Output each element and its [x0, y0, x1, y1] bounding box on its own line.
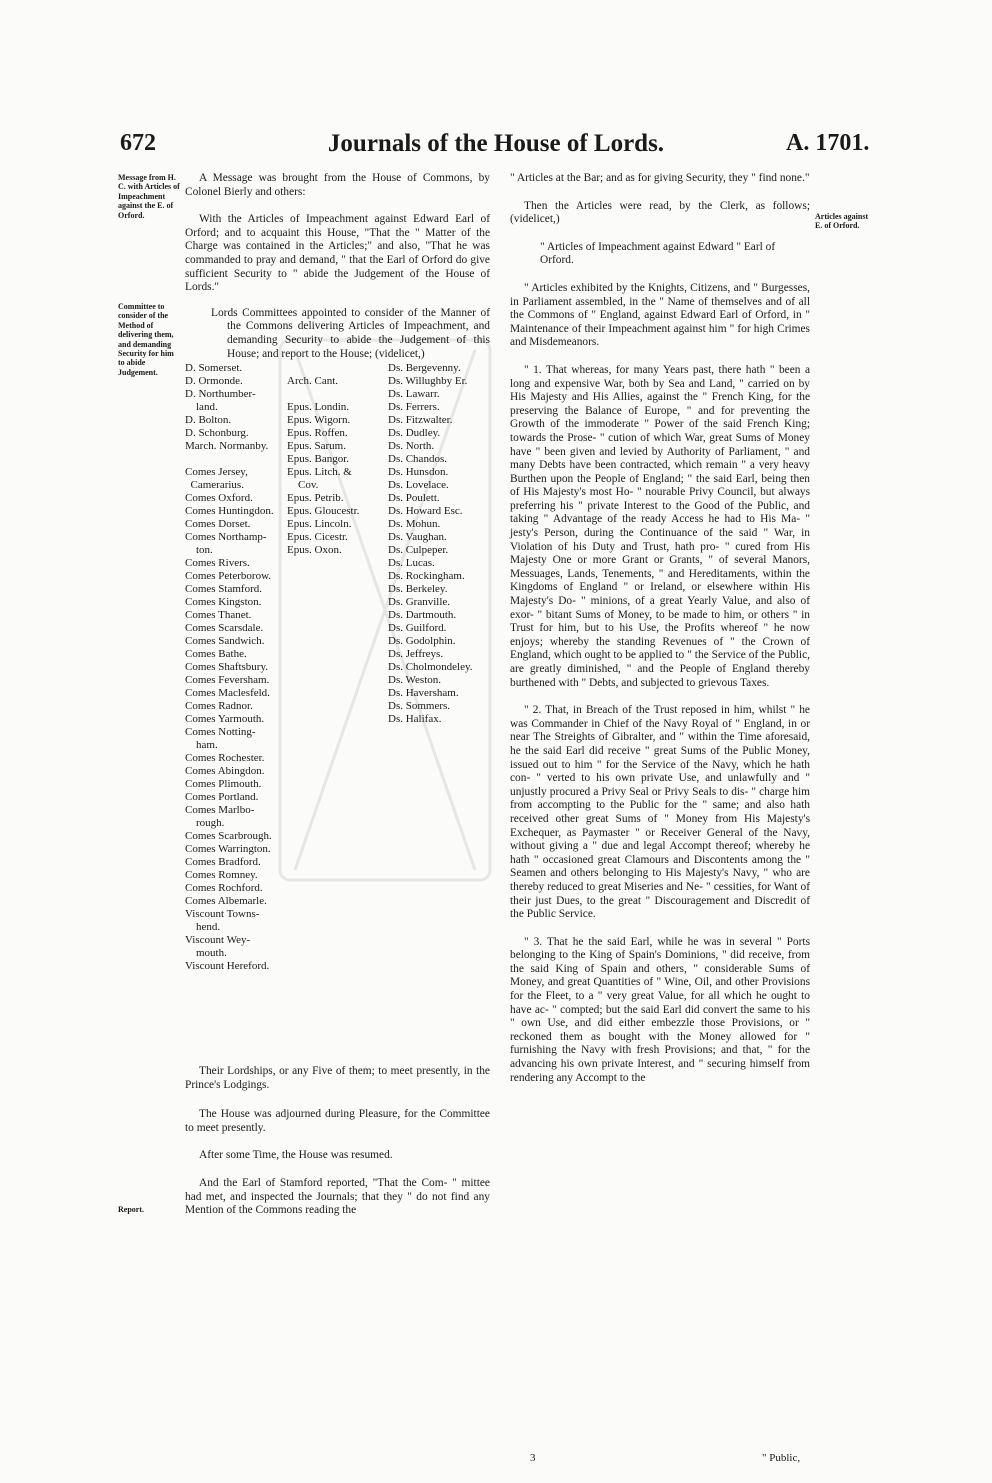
- lord-name: Comes Marlbo-: [185, 804, 255, 816]
- lord-name: Comes Shaftsbury.: [185, 661, 269, 673]
- left-column-upper: [185, 172, 490, 375]
- lord-name: Ds. Chandos.: [388, 453, 447, 465]
- lord-name: Comes Albemarle.: [185, 895, 267, 907]
- lord-name: Comes Radnor.: [185, 700, 253, 712]
- lord-name: ton.: [185, 544, 213, 556]
- lord-name: Comes Portland.: [185, 791, 259, 803]
- article-2: " 2. That, in Breach of the Trust reposed in him, whilst " he was Commander in Chief of the Navy Royal of " England, in or near The Streights of Gibralter, and " within the Time aforesaid, he the said Earl did receive " great Sums of the Public Money, issued out to him " for the Service of the Navy, which he hath con- " verted to his own private Use, and unlawfully and " unjustly procured a Privy Seal or Privy Seals to dis- " charge him from accompting to the Public for the " same; and also hath received other great Sums of " Money from His Majesty's Exchequer, as Paymaster " or Receiver General of the Navy, without giving a " due and legal Accompt thereof; whereby he hath " occasioned great Clamours and Discontents among the " Seamen and others belonging to His Majesty's Navy, " who are thereby reduced to great Miseries and Ne- " cessities, for Want of their just Dues, to the great " Discouragement and Discredit of the Public Service.: [510, 704, 810, 921]
- lord-name: Ds. Berkeley.: [388, 583, 448, 595]
- lord-name: Viscount Towns-: [185, 908, 260, 920]
- lord-name: Ds. Rockingham.: [388, 570, 465, 582]
- lord-name: Ds. Dudley.: [388, 427, 441, 439]
- lord-name: mouth.: [185, 947, 227, 959]
- lord-name: Ds. Guilford.: [388, 622, 447, 634]
- lord-name: Ds. Willughby Er.: [388, 375, 468, 387]
- lord-name: ham.: [185, 739, 218, 751]
- lord-name: Ds. North.: [388, 440, 435, 452]
- lord-name: Epus. Lincoln.: [287, 518, 352, 530]
- lord-name: Ds. Lucas.: [388, 557, 435, 569]
- lord-name: Epus. Roffen.: [287, 427, 348, 439]
- article-3: " 3. That he the said Earl, while he was in several " Ports belonging to the King of Spain's Dominions, " did receive, from the said King of Spain and others, " considerable Sums of Money, and great Quantities of " Wine, Oil, and other Provisions for the Fleet, to a " very great Value, for all which he ought to have ac- " compted; but the said Earl did convert the same to his " own Use, and did either embezzle those Provisions, or " reckoned them as bought with the Money allowed for " furnishing the Navy with fresh Provisions; and that, " for the advancing his own private Interest, and " securing himself from rendering any Accompt to the: [510, 935, 810, 1084]
- lord-name: Comes Yarmouth.: [185, 713, 265, 725]
- year-heading: A. 1701.: [786, 130, 870, 156]
- paragraph-message: A Message was brought from the House of Commons, by Colonel Bierly and others:: [185, 172, 490, 198]
- lord-name: Ds. Dartmouth.: [388, 609, 457, 621]
- lord-name: Ds. Granville.: [388, 596, 451, 608]
- lord-name: Comes Feversham.: [185, 674, 270, 686]
- margin-note-message: Message from H. C. with Articles of Impeachment against the E. of Orford.: [118, 173, 180, 220]
- lord-name: Comes Peterborow.: [185, 570, 272, 582]
- lord-name: [287, 362, 359, 375]
- lord-name: Ds. Weston.: [388, 674, 441, 686]
- lord-name: Ds. Hunsdon.: [388, 466, 449, 478]
- lord-name: D. Northumber-: [185, 388, 256, 400]
- lord-name: Ds. Howard Esc.: [388, 505, 463, 517]
- lord-name: Viscount Wey-: [185, 934, 251, 946]
- lord-name: Comes Rochford.: [185, 882, 263, 894]
- right-column: [510, 172, 810, 1099]
- lord-name: D. Somerset.: [185, 362, 243, 374]
- lord-name: Ds. Jeffreys.: [388, 648, 444, 660]
- lord-name: Comes Maclesfeld.: [185, 687, 270, 699]
- paragraph-report: And the Earl of Stamford reported, "That the Com- " mittee had met, and inspected the Journals; that they " do not find any Mention of the Commons reading the: [185, 1176, 490, 1217]
- page-header: [0, 130, 992, 170]
- catchword: " Public,: [762, 1452, 801, 1464]
- lord-name: Comes Rochester.: [185, 752, 265, 764]
- paragraph-adjourned: The House was adjourned during Pleasure, for the Committee to meet presently.: [185, 1108, 490, 1134]
- lord-name: Comes Northamp-: [185, 531, 267, 543]
- lord-name: Ds. Sommers.: [388, 700, 451, 712]
- lord-name: Comes Bathe.: [185, 648, 247, 660]
- lord-name: Ds. Halifax.: [388, 713, 442, 725]
- lord-name: Comes Abingdon.: [185, 765, 265, 777]
- lord-name: Viscount Hereford.: [185, 960, 270, 972]
- lord-name: Ds. Vaughan.: [388, 531, 447, 543]
- lord-name: Ds. Mohun.: [388, 518, 441, 530]
- paragraph-articles-exhibited: " Articles exhibited by the Knights, Citizens, and " Burgesses, in Parliament assembled, in the " Name of themselves and of all the Commons of " England, against Edward Earl of Orford, in " Maintenance of their Impeachment against him " for high Crimes and Misdemeanors.: [510, 281, 810, 349]
- lord-name: Comes Warrington.: [185, 843, 271, 855]
- margin-note-committee: Committee to consider of the Method of delivering them, and demanding Security for him to abide Judgement.: [118, 302, 174, 377]
- lord-name: hend.: [185, 921, 221, 933]
- lord-name: Comes Bradford.: [185, 856, 261, 868]
- lord-name: Comes Notting-: [185, 726, 256, 738]
- lord-name: Comes Plimouth.: [185, 778, 262, 790]
- lord-name: Comes Kingston.: [185, 596, 262, 608]
- lord-name: March. Normanby.: [185, 440, 269, 452]
- lord-name: Epus. Litch. &: [287, 466, 352, 478]
- signature-mark: 3: [530, 1452, 536, 1464]
- lord-name: Ds. Fitzwalter.: [388, 414, 453, 426]
- running-title: Journals of the House of Lords.: [327, 130, 665, 157]
- margin-note-report: Report.: [118, 1205, 144, 1214]
- lord-name: Epus. Wigorn.: [287, 414, 351, 426]
- lord-name: Epus. Londin.: [287, 401, 350, 413]
- lord-name: Comes Sandwich.: [185, 635, 265, 647]
- lord-name: Ds. Lawarr.: [388, 388, 440, 400]
- lord-name: Epus. Petrib.: [287, 492, 344, 504]
- left-column-lower: [185, 1065, 490, 1232]
- lord-name: Comes Scarsdale.: [185, 622, 264, 634]
- lord-name: Camerarius.: [185, 479, 244, 491]
- lord-name: Ds. Poulett.: [388, 492, 440, 504]
- margin-note-articles: Articles against E. of Orford.: [815, 212, 869, 231]
- lord-name: Comes Scarbrough.: [185, 830, 272, 842]
- lord-name: Epus. Gloucestr.: [287, 505, 360, 517]
- lord-name: D. Bolton.: [185, 414, 232, 426]
- lord-name: Ds. Haversham.: [388, 687, 459, 699]
- lord-name: D. Ormonde.: [185, 375, 243, 387]
- paragraph-meeting: Their Lordships, or any Five of them; to meet presently, in the Prince's Lodgings.: [185, 1065, 490, 1091]
- lord-name: Epus. Oxon.: [287, 544, 342, 556]
- lords-list-col2: [287, 362, 359, 557]
- lord-name: Ds. Ferrers.: [388, 401, 440, 413]
- lord-name: Epus. Sarum.: [287, 440, 346, 452]
- paragraph-committee: Lords Committees appointed to consider of the Manner of the Commons delivering Articles of Impeachment, and demanding Security to abide the Judgement of this House; and report to the House; (videlicet,): [211, 306, 490, 360]
- lord-name: Comes Oxford.: [185, 492, 253, 504]
- lord-name: Ds. Bergevenny.: [388, 362, 461, 374]
- lord-name: Ds. Cholmondeley.: [388, 661, 473, 673]
- page-number: 672: [120, 130, 156, 156]
- lord-name: Comes Jersey,: [185, 466, 248, 478]
- lord-name: Comes Stamford.: [185, 583, 262, 595]
- lord-name: Comes Dorset.: [185, 518, 251, 530]
- articles-title: " Articles of Impeachment against Edward " Earl of Orford.: [540, 240, 776, 267]
- lord-name: Epus. Bangor.: [287, 453, 350, 465]
- lord-name: Ds. Godolphin.: [388, 635, 456, 647]
- paragraph-resumed: After some Time, the House was resumed.: [199, 1149, 393, 1162]
- lord-name: rough.: [185, 817, 225, 829]
- paragraph-articles-delivered: With the Articles of Impeachment against Edward Earl of Orford; and to acquaint this House, "That the " Matter of the Charge was contained in the Articles;" and also, "That he was commanded to pray and demand, " that the Earl of Orford do give sufficient Security to " abide the Judgement of the House of Lords.": [185, 213, 490, 294]
- lord-name: Arch. Cant.: [287, 375, 339, 387]
- lord-name: [287, 388, 359, 401]
- lords-list-col1: [185, 362, 274, 973]
- lord-name: Comes Thanet.: [185, 609, 252, 621]
- lord-name: D. Schonburg.: [185, 427, 249, 439]
- lord-name: Comes Rivers.: [185, 557, 250, 569]
- lord-name: Comes Huntingdon.: [185, 505, 274, 517]
- lords-list-col3: [388, 362, 473, 726]
- paragraph-articles-at-bar: " Articles at the Bar; and as for giving Security, they " find none.": [510, 172, 810, 184]
- lord-name: Epus. Cicestr.: [287, 531, 348, 543]
- article-1: " 1. That whereas, for many Years past, there hath " been a long and expensive War, both by Sea and Land, " carried on by His Majesty and His Allies, against the " French King, for the preserving the Balance of Europe, " and for preventing the Growth of the immoderate " Power of the said French King; towards the Prose- " cution of which War, great Sums of Money have " been given and levied by Authority of Parliament, " and many Debts have been contracted, which remain " a very heavy Burthen upon the People of England; " the said Earl, being then of His Majesty's most Ho- " nourable Privy Council, but always preferring his " private Interest to the Good of the Public, and taking " Advantage of the ready Access he had to His Ma- " jesty's Person, during the Continuance of the said " War, in Violation of his Duty and Trust, hath pro- " cured from His Majesty One or more Grant or Grants, " of several Manors, Messuages, Lands, Tenements, " and Hereditaments, within the Kingdoms of England " or Ireland, or elsewhere within His Majesty's Do- " minions, of a great Yearly Value, and also of exor- " bitant Sums of Money, to be made to him, or others " in Trust for him, but to his Use, the Profits whereof " he now enjoys; whereby the standing Revenues of " the Crown of England, which ought to be applied to " the Service of the Public, are greatly diminished, " and the People of England thereby burthened with " Debts, and subjected to grievous Taxes.: [510, 363, 810, 689]
- lord-name: Ds. Lovelace.: [388, 479, 449, 491]
- lord-name: Comes Romney.: [185, 869, 258, 881]
- paragraph-articles-read: Then the Articles were read, by the Clerk, as follows; (videlicet,): [510, 199, 810, 226]
- lord-name: land.: [185, 401, 218, 413]
- lord-name: [185, 453, 274, 466]
- lord-name: Cov.: [287, 479, 319, 491]
- lord-name: Ds. Culpeper.: [388, 544, 449, 556]
